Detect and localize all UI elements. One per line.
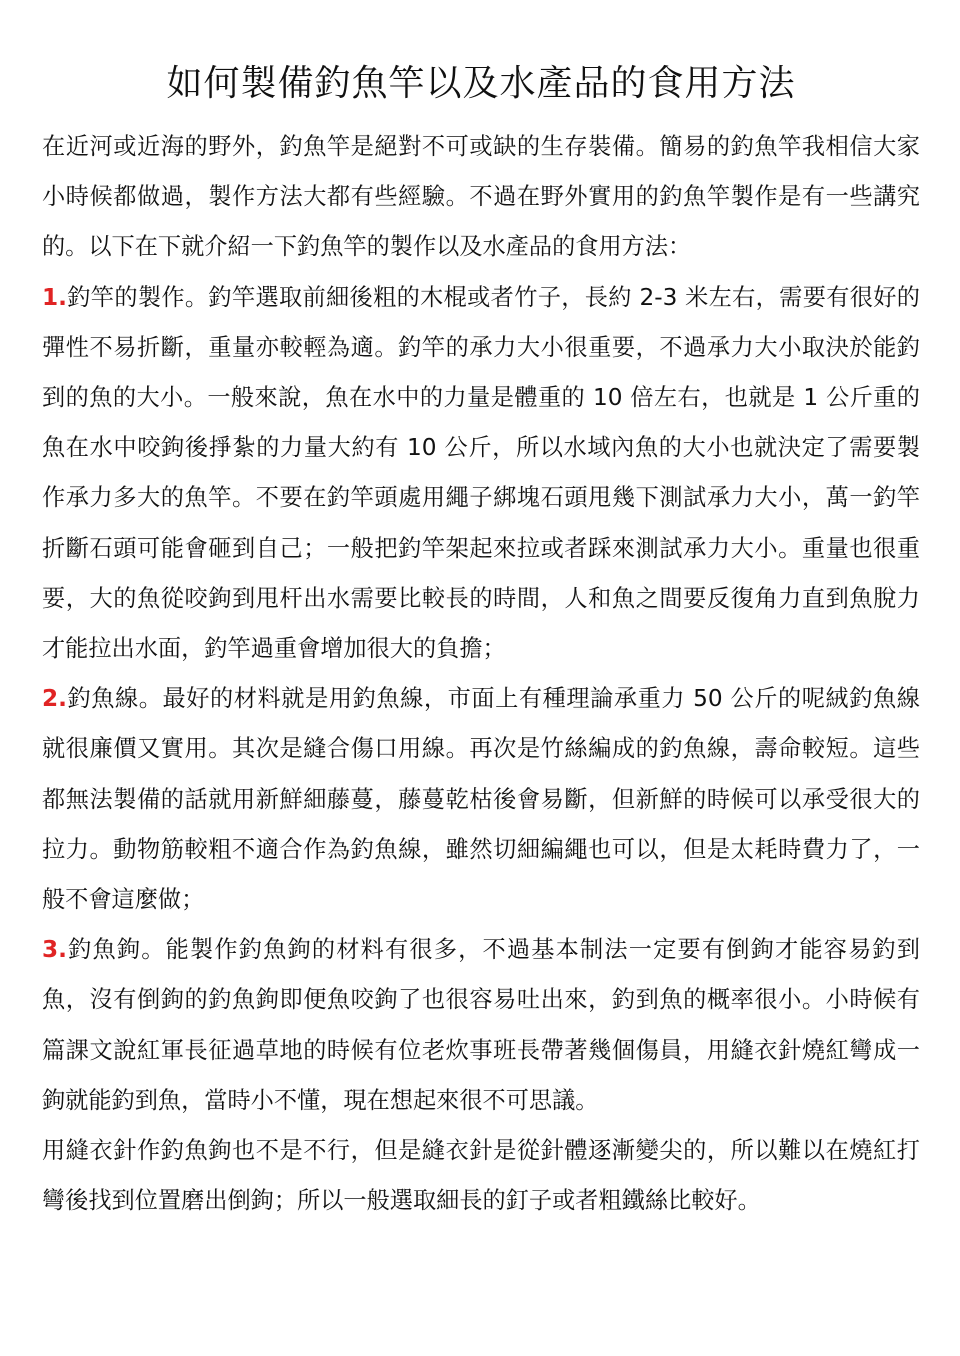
document-title: 如何製備釣魚竿以及水產品的食用方法 [166,63,796,104]
section-3-paragraph [42,925,920,1126]
section-3-number: 3. [42,936,67,964]
section-3-text: 釣魚鉤。能製作釣魚鉤的材料有很多，不過基本制法一定要有倒鉤才能容易釣到魚，沒有倒鉤的釣魚鉤即便魚咬鉤了也很容易吐出來，釣到魚的概率很小。小時候有篇課文說紅軍長征過草地的時候有位老炊事班長帶著幾個傷員，用縫衣針燒紅彎成一鉤就能釣到魚，當時小不懂，現在想起來很不可思議。 [42,936,920,1114]
section-1-number: 1. [42,283,67,311]
section-2-text: 釣魚線。最好的材料就是用釣魚線，市面上有種理論承重力 50 公斤的呢絨釣魚線就很廉價又實用。其次是縫合傷口用線。再次是竹絲編成的釣魚線，壽命較短。這些都無法製備的話就用新鮮細藤蔓，藤蔓乾枯後會易斷，但新鮮的時候可以承受很大的拉力。動物筋較粗不適合作為釣魚線，雖然切細編繩也可以，但是太耗時費力了，一般不會這麼做； [42,685,920,914]
closing-paragraph: 用縫衣針作釣魚鉤也不是不行，但是縫衣針是從針體逐漸變尖的，所以難以在燒紅打彎後找到位置磨出倒鉤；所以一般選取細長的釘子或者粗鐵絲比較好。 [42,1137,920,1215]
section-2-number: 2. [42,685,67,713]
section-1-text: 釣竿的製作。釣竿選取前細後粗的木棍或者竹子，長約 2-3 米左右，需要有很好的彈性不易折斷，重量亦較輕為適。釣竿的承力大小很重要，不過承力大小取決於能釣到的魚的大小。一般來說，魚在水中的力量是體重的 10 倍左右，也就是 1 公斤重的魚在水中咬鉤後掙紮的力量大約有 10 公斤，所以水域內魚的大小也就決定了需要製作承力多大的魚竿。不要在釣竿頭處用繩子綁塊石頭甩幾下測試承力大小，萬一釣竿折斷石頭可能會砸到自己；一般把釣竿架起來拉或者踩來測試承力大小。重量也很重要，大的魚從咬鉤到甩杆出水需要比較長的時間，人和魚之間要反復角力直到魚脫力才能拉出水面，釣竿過重會增加很大的負擔； [42,283,920,663]
section-1-paragraph [42,273,920,675]
section-2-paragraph [42,674,920,925]
intro-paragraph: 在近河或近海的野外，釣魚竿是絕對不可或缺的生存裝備。簡易的釣魚竿我相信大家小時候都做過，製作方法大都有些經驗。不過在野外實用的釣魚竿製作是有一些講究的。以下在下就介紹一下釣魚竿的製作以及水產品的食用方法： [42,133,920,261]
